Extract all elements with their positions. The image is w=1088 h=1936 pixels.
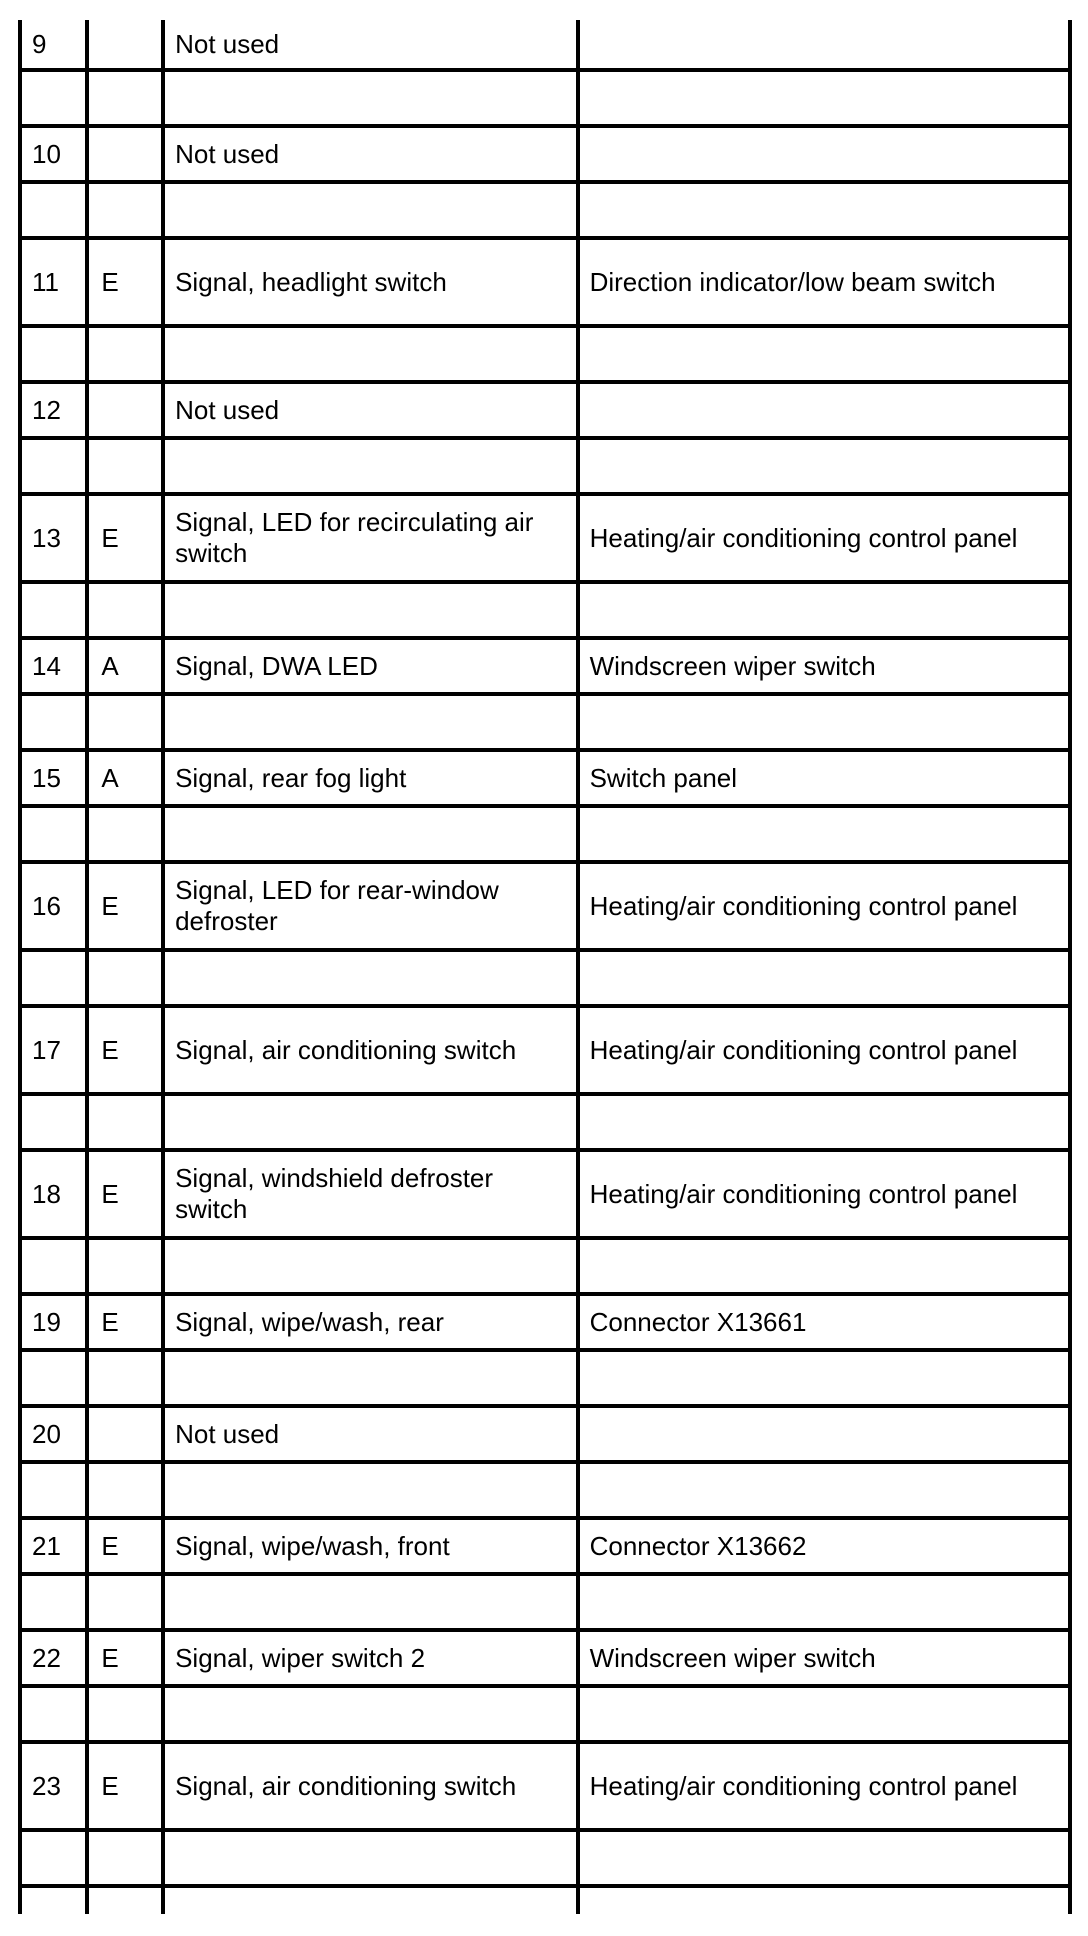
table-row [20,1630,1070,1686]
signal-direction: A [87,638,163,694]
table-row [20,1742,1070,1830]
signal-direction: E [87,1630,163,1686]
table-row [20,238,1070,326]
table-row [20,382,1070,438]
pin-number: 15 [20,750,87,806]
spacer-row [20,694,1070,750]
signal-direction: E [87,1006,163,1094]
spacer-row [20,582,1070,638]
signal-direction: E [87,1150,163,1238]
table-row [20,638,1070,694]
table-row [20,750,1070,806]
table-row [20,494,1070,582]
spacer-row [20,1350,1070,1406]
spacer-row [20,1574,1070,1630]
connected-component [578,382,1070,438]
connected-component: Heating/air conditioning control panel [578,494,1070,582]
signal-description: Signal, wipe/wash, front [163,1518,578,1574]
signal-direction [87,126,163,182]
spacer-row [20,438,1070,494]
pin-number: 10 [20,126,87,182]
connected-component [578,1406,1070,1462]
signal-description: Not used [163,20,578,70]
table-row [20,1006,1070,1094]
signal-description: Signal, air conditioning switch [163,1742,578,1830]
pin-number: 18 [20,1150,87,1238]
pin-number: 19 [20,1294,87,1350]
signal-direction [87,382,163,438]
table-row [20,1406,1070,1462]
spacer-row [20,1238,1070,1294]
signal-direction: E [87,494,163,582]
connected-component [578,20,1070,70]
table-row [20,1294,1070,1350]
spacer-row [20,1686,1070,1742]
pin-number: 22 [20,1630,87,1686]
pin-number: 16 [20,862,87,950]
signal-direction: E [87,1742,163,1830]
signal-description: Signal, LED for rear-window defroster [163,862,578,950]
spacer-row [20,806,1070,862]
signal-description: Signal, DWA LED [163,638,578,694]
connected-component: Heating/air conditioning control panel [578,1150,1070,1238]
signal-description: Signal, rear fog light [163,750,578,806]
connected-component: Heating/air conditioning control panel [578,1742,1070,1830]
spacer-row [20,1094,1070,1150]
pin-number: 13 [20,494,87,582]
signal-description: Signal, windshield defroster switch [163,1150,578,1238]
pin-number: 21 [20,1518,87,1574]
signal-description: Signal, LED for recirculating air switch [163,494,578,582]
signal-description: Not used [163,126,578,182]
pin-number: 20 [20,1406,87,1462]
connected-component: Connector X13662 [578,1518,1070,1574]
spacer-row [20,70,1070,126]
pin-assignment-table [18,20,1072,1914]
pin-number: 12 [20,382,87,438]
table-row [20,862,1070,950]
connected-component: Windscreen wiper switch [578,638,1070,694]
connected-component: Heating/air conditioning control panel [578,862,1070,950]
signal-direction: E [87,238,163,326]
table-row [20,1518,1070,1574]
signal-description: Signal, air conditioning switch [163,1006,578,1094]
signal-direction: A [87,750,163,806]
connected-component: Switch panel [578,750,1070,806]
spacer-row [20,182,1070,238]
signal-description: Signal, wipe/wash, rear [163,1294,578,1350]
signal-description: Not used [163,382,578,438]
table-row [20,126,1070,182]
continuation-row [20,1886,1070,1914]
pin-number: 23 [20,1742,87,1830]
spacer-row [20,1462,1070,1518]
connected-component [578,126,1070,182]
pin-number: 17 [20,1006,87,1094]
table-row [20,1150,1070,1238]
signal-description: Not used [163,1406,578,1462]
pin-number: 9 [20,20,87,70]
signal-description: Signal, headlight switch [163,238,578,326]
connected-component: Windscreen wiper switch [578,1630,1070,1686]
signal-direction: E [87,862,163,950]
signal-direction: E [87,1518,163,1574]
connected-component: Connector X13661 [578,1294,1070,1350]
spacer-row [20,950,1070,1006]
signal-direction [87,20,163,70]
pin-number: 11 [20,238,87,326]
table-row [20,20,1070,70]
signal-direction [87,1406,163,1462]
signal-direction: E [87,1294,163,1350]
spacer-row [20,326,1070,382]
pin-number: 14 [20,638,87,694]
connected-component: Heating/air conditioning control panel [578,1006,1070,1094]
signal-description: Signal, wiper switch 2 [163,1630,578,1686]
spacer-row [20,1830,1070,1886]
connected-component: Direction indicator/low beam switch [578,238,1070,326]
